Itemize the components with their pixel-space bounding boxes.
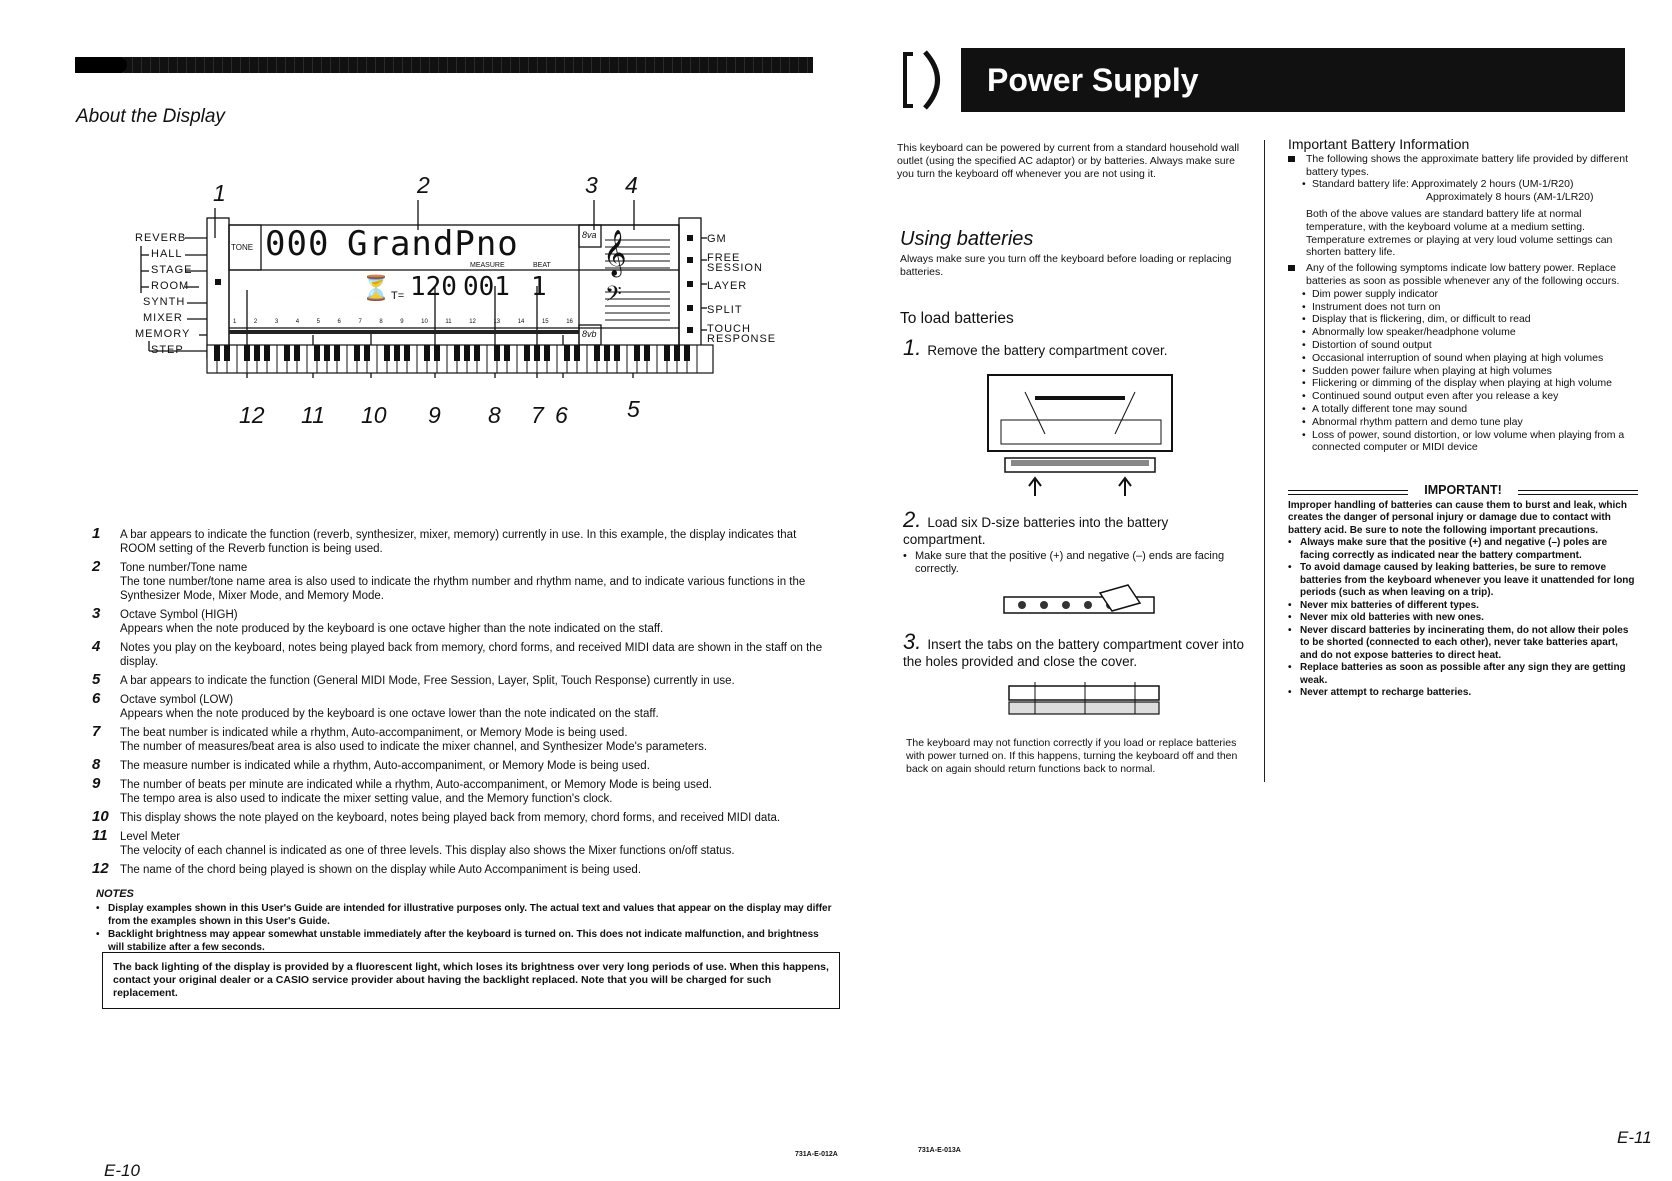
battery-loading-illustration	[1000, 583, 1170, 623]
label-memory: MEMORY	[135, 328, 191, 340]
lcd-tone-name: GrandPno	[347, 224, 519, 264]
symptom-item: • Display that is flickering, dim, or difficult to read	[1288, 313, 1638, 326]
column-divider	[1264, 140, 1265, 782]
battery-compartment-cover-illustration	[985, 372, 1175, 498]
symptom-item: • Flickering or dimming of the display when playing at high volume	[1288, 377, 1638, 390]
cover-closing-illustration	[1005, 680, 1165, 718]
section-banner	[895, 48, 1625, 112]
label-free-session: FREE SESSION	[707, 252, 763, 274]
lcd-tempo-prefix: T=	[391, 290, 405, 302]
metronome-icon: ⏳	[361, 275, 391, 302]
callout-4: 4	[625, 172, 638, 198]
callout-1: 1	[213, 180, 226, 206]
page-title-about-display: About the Display	[76, 106, 225, 127]
symptom-item: • Continued sound output even after you release a key	[1288, 390, 1638, 403]
label-reverb: REVERB	[135, 232, 187, 244]
lcd-tone-label: TONE	[231, 243, 254, 252]
closing-text: The keyboard may not function correctly if you load or replace batteries with power turned on. If this happens, turning the keyboard off and then back on again should return functions back to normal.	[906, 737, 1238, 775]
symptom-item: • Dim power supply indicator	[1288, 288, 1638, 301]
step-2: 2. Load six D-size batteries into the battery compartment. • Make sure that the positive (+) and negative (–) ends are facing correctly.	[903, 511, 1253, 576]
lcd-beat-label: BEAT	[533, 262, 551, 269]
important-item: • Never mix batteries of different types.	[1288, 600, 1638, 613]
step-3: 3. Insert the tabs on the battery compartment cover into the holes provided and close the cover.	[903, 629, 1245, 669]
display-item: 5 A bar appears to indicate the function (General MIDI Mode, Free Session, Layer, Split, Touch Response) currently in use.	[92, 671, 735, 688]
symptom-item: • Distortion of sound output	[1288, 339, 1638, 352]
lcd-frame-drawing	[135, 180, 775, 440]
label-hall: HALL	[151, 248, 183, 260]
section-header-bar	[75, 57, 813, 73]
lcd-beat-value: 1	[531, 272, 547, 302]
meter-number: 14	[517, 319, 525, 325]
label-room: ROOM	[151, 280, 190, 292]
lcd-tempo-value: 120	[410, 272, 457, 302]
callout-3: 3	[585, 172, 598, 198]
heading-battery-information: Important Battery Information	[1288, 136, 1470, 152]
meter-number: 3	[274, 319, 279, 325]
lcd-octave-low: 8vb	[582, 329, 597, 339]
callout-6: 6	[555, 402, 568, 428]
backlight-box-note: The back lighting of the display is provided by a fluorescent light, which loses its brightness over very long periods of use. When this happens, contact your original dealer or a CASIO service provider about having the backlight replaced. Note that you will be charged for such replacement.	[102, 952, 840, 1009]
symptom-item: • Abnormally low speaker/headphone volume	[1288, 326, 1638, 339]
display-item: 12 The name of the chord being played is shown on the display while Auto Accompaniment is being used.	[92, 860, 642, 877]
symptom-item: • Instrument does not turn on	[1288, 301, 1638, 314]
display-item: 3 Octave Symbol (HIGH) Appears when the note produced by the keyboard is one octave higher than the note indicated on the staff.	[92, 605, 664, 635]
callout-12: 12	[239, 402, 265, 428]
page-number-right: E-11	[1617, 1128, 1652, 1147]
page-title-power-supply: Power Supply	[987, 62, 1199, 98]
heading-using-batteries: Using batteries	[900, 228, 1034, 250]
symptom-item: • Occasional interruption of sound when playing at high volumes	[1288, 352, 1638, 365]
symptom-item: • Loss of power, sound distortion, or low volume when playing from a connected computer or MIDI device	[1288, 429, 1638, 455]
step-1: 1. Remove the battery compartment cover.	[903, 335, 1168, 360]
lcd-measure-value: 001	[463, 272, 510, 302]
display-item: 4 Notes you play on the keyboard, notes being played back from memory, chord forms, and received MIDI data are shown in the staff on the display.	[92, 638, 823, 668]
battery-life-intro: The following shows the approximate battery life provided by different battery types.	[1288, 153, 1638, 179]
notes-heading: NOTES	[96, 888, 134, 900]
level-meter-numbers	[233, 319, 573, 325]
meter-number: 15	[541, 319, 549, 325]
battery-life-row: • Standard battery life: Approximately 2 hours (UM-1/R20)	[1288, 178, 1638, 191]
important-heading: IMPORTANT!	[1288, 484, 1638, 497]
display-item: 2 Tone number/Tone name The tone number/tone name area is also used to indicate the rhythm number and rhythm name, and to indicate various functions in the Synthesizer Mode, Mixer Mode, and Memory Mode.	[92, 558, 806, 602]
label-touch-response: TOUCH RESPONSE	[707, 323, 777, 345]
meter-number: 1	[233, 319, 237, 325]
meter-number: 10	[421, 319, 428, 325]
display-item: 1 A bar appears to indicate the function (reverb, synthesizer, mixer, memory) currently in use. In this example, the display indicates that ROOM setting of the Reverb function is being used.	[92, 525, 797, 555]
important-item: • Always make sure that the positive (+) and negative (–) poles are facing correctly as indicated near the battery compartment.	[1288, 537, 1638, 562]
label-gm: GM	[707, 233, 727, 245]
meter-number: 6	[337, 319, 341, 325]
meter-number: 8	[379, 319, 383, 325]
using-batteries-text: Always make sure you turn off the keyboard before loading or replacing batteries.	[900, 253, 1232, 278]
lcd-octave-high: 8va	[582, 230, 597, 240]
display-item: 8 The measure number is indicated while a rhythm, Auto-accompaniment, or Memory Mode is being used.	[92, 756, 650, 773]
meter-number: 5	[316, 319, 320, 325]
bracket-icon	[895, 48, 975, 112]
important-item: • Never attempt to recharge batteries.	[1288, 687, 1638, 700]
meter-number: 2	[253, 319, 258, 325]
meter-number: 13	[493, 319, 501, 325]
meter-number: 16	[566, 319, 573, 325]
page-number-left: E-10	[104, 1161, 140, 1180]
symptoms-intro: Any of the following symptoms indicate low battery power. Replace batteries as soon as possible whenever any of the following occurs.	[1288, 262, 1638, 288]
symptom-item: • Sudden power failure when playing at high volumes	[1288, 365, 1638, 378]
callout-2: 2	[417, 172, 430, 198]
display-item: 11 Level Meter The velocity of each channel is indicated as one of three levels. This display also shows the Mixer functions on/off status.	[92, 827, 735, 857]
lcd-measure-label: MEASURE	[470, 262, 505, 269]
important-item: • Never discard batteries by incinerating them, do not allow their poles to be shorted (connected to each other), never take batteries apart, and do not expose batteries to direct heat.	[1288, 625, 1638, 663]
display-diagram	[135, 172, 777, 440]
important-item: • Replace batteries as soon as possible after any sign they are getting weak.	[1288, 662, 1638, 687]
callout-5: 5	[627, 396, 640, 422]
important-item: • Never mix old batteries with new ones.	[1288, 612, 1638, 625]
callout-8: 8	[488, 402, 501, 428]
label-mixer: MIXER	[143, 312, 183, 324]
label-synth: SYNTH	[143, 296, 186, 308]
callout-7: 7	[531, 402, 544, 428]
note-item: • Backlight brightness may appear somewhat unstable immediately after the keyboard is turned on. This does not indicate malfunction, and brightness will stabilize after a few seconds.	[96, 928, 836, 954]
meter-number: 11	[445, 319, 452, 325]
battery-info-column	[1288, 138, 1638, 700]
battery-life-note: Both of the above values are standard battery life at normal temperature, with the keyboard volume at a medium setting. Temperature extremes or playing at very loud volume settings can shorten battery life.	[1306, 207, 1613, 259]
lcd-tone-number: 000	[265, 224, 330, 264]
label-layer: LAYER	[707, 280, 748, 292]
important-intro: Improper handling of batteries can cause them to burst and leak, which creates the danger of personal injury or damage due to contact with battery acid. Be sure to note the following important precautions.	[1288, 499, 1627, 536]
notes-section	[96, 888, 836, 954]
important-section	[1288, 500, 1638, 700]
callout-9: 9	[428, 402, 441, 428]
display-item: 6 Octave symbol (LOW) Appears when the note produced by the keyboard is one octave lower than the note indicated on the staff.	[92, 690, 659, 720]
battery-life-row: Approximately 8 hours (AM-1/LR20)	[1426, 191, 1594, 204]
meter-number: 4	[295, 319, 300, 325]
note-item: • Display examples shown in this User's Guide are intended for illustrative purposes only. The actual text and values that appear on the display may differ from the examples shown in this User's Guide.	[96, 902, 836, 928]
doc-code-right: 731A-E-013A	[918, 1147, 961, 1154]
display-item: 7 The beat number is indicated while a rhythm, Auto-accompaniment, or Memory Mode is being used. The number of measures/beat area is also used to indicate the mixer channel, and Synthesizer Mode's parameters.	[92, 723, 708, 753]
step-2-note: • Make sure that the positive (+) and negative (–) ends are facing correctly.	[903, 550, 1253, 576]
heading-to-load-batteries: To load batteries	[900, 310, 1014, 327]
intro-text: This keyboard can be powered by current from a standard household wall outlet (using the specified AC adaptor) or by batteries. Always make sure you turn the keyboard off whenever you are not using it.	[897, 142, 1240, 180]
meter-number: 9	[400, 319, 404, 325]
meter-number: 12	[469, 319, 476, 325]
meter-number: 7	[358, 319, 362, 325]
display-items-list	[92, 525, 832, 882]
display-item: 10 This display shows the note played on the keyboard, notes being played back from memory, chord forms, and received MIDI data.	[92, 808, 781, 825]
callout-10: 10	[361, 402, 387, 428]
bass-clef-icon: 𝄢	[605, 282, 622, 312]
symptom-item: • Abnormal rhythm pattern and demo tune play	[1288, 416, 1638, 429]
treble-clef-icon: 𝄞	[603, 230, 627, 276]
label-step: STEP	[151, 344, 184, 356]
label-split: SPLIT	[707, 304, 743, 316]
doc-code-left: 731A-E-012A	[795, 1151, 838, 1158]
important-item: • To avoid damage caused by leaking batteries, be sure to remove batteries from the keyboard whenever you leave it unattended for long periods (such as when leaving on a trip).	[1288, 562, 1638, 600]
symptom-item: • A totally different tone may sound	[1288, 403, 1638, 416]
callout-11: 11	[301, 402, 325, 428]
display-item: 9 The number of beats per minute are indicated while a rhythm, Auto-accompaniment, or Memory Mode is being used. The tempo area is also used to indicate the mixer setting value, and the Memory function's clock.	[92, 775, 712, 805]
label-stage: STAGE	[151, 264, 193, 276]
